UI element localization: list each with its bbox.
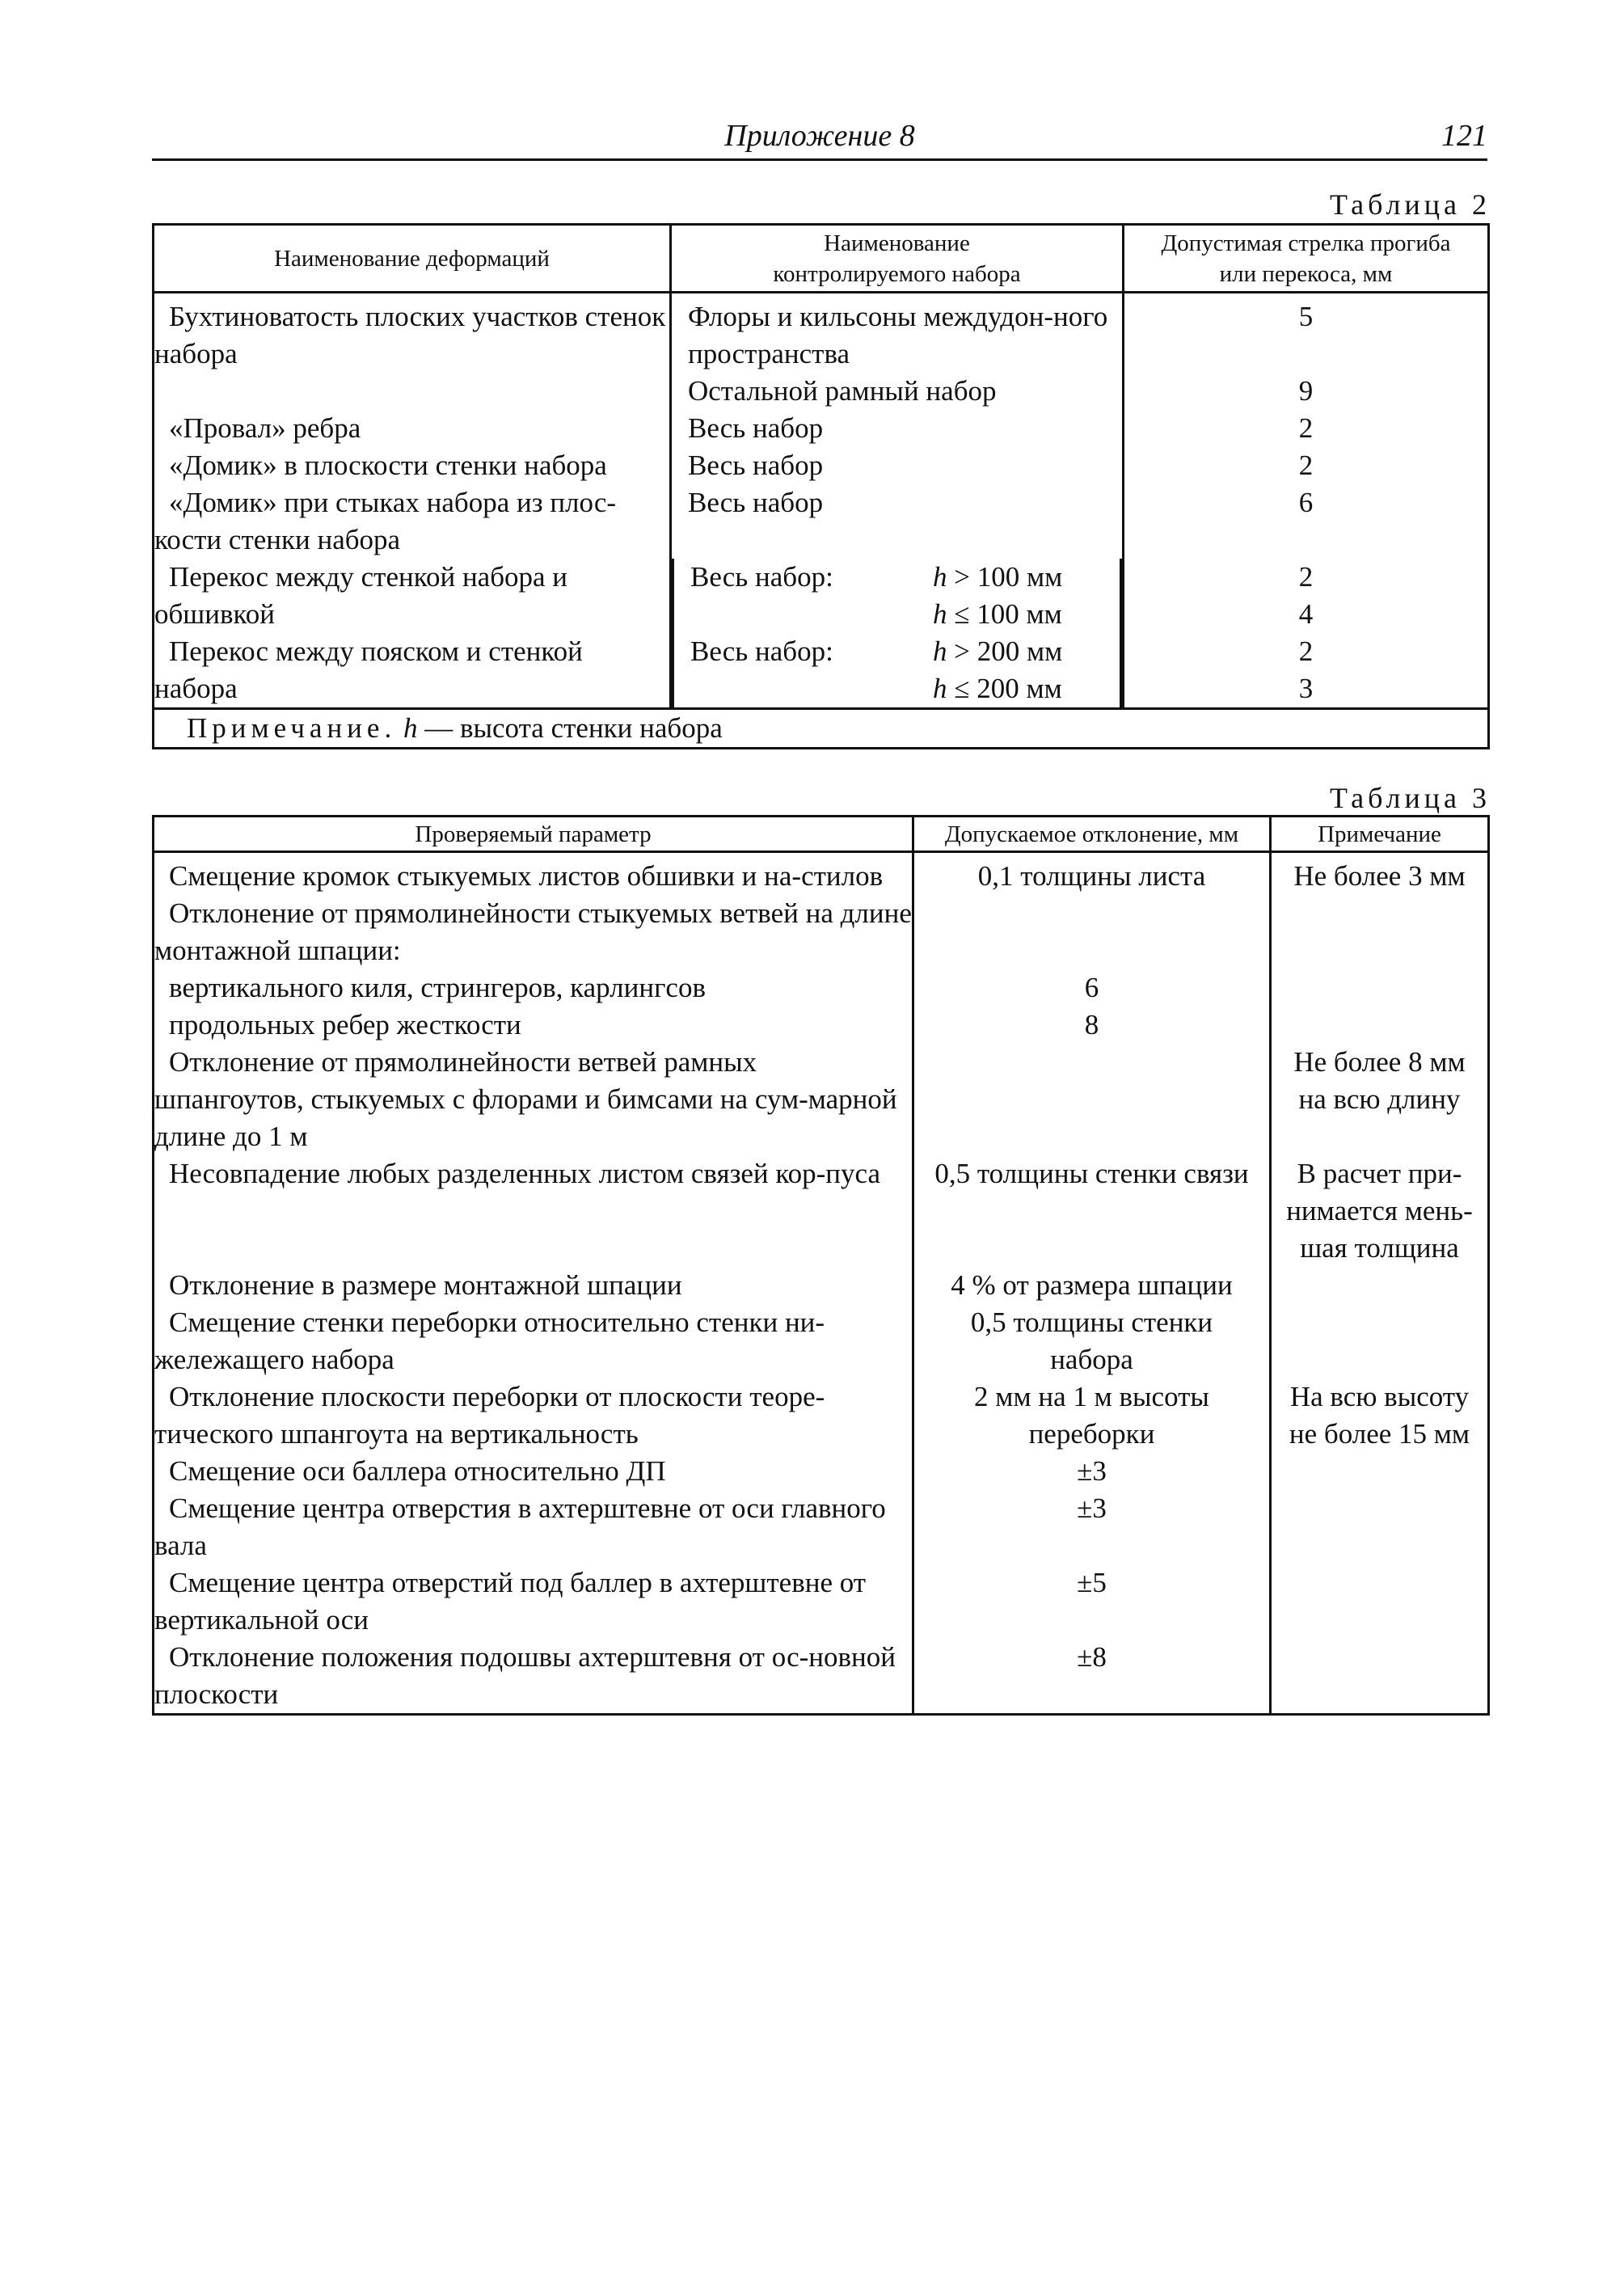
table2-header-set: [671, 225, 1124, 293]
table-row: [154, 1155, 1489, 1267]
table2-note-var: h: [403, 712, 418, 744]
table2-conditions: [933, 633, 1062, 707]
table2-header-tolerance-line2: или перекоса, мм: [1219, 260, 1393, 287]
table2-header-set-line2: контролируемого набора: [773, 260, 1021, 287]
table3-deviation: [913, 895, 1271, 969]
table3-deviation: 6: [913, 969, 1271, 1007]
table3-param: Отклонение плоскости переборки от плоскости теоре-тического шпангоута на вертикальность: [154, 1378, 913, 1453]
table2-value: 4: [1298, 598, 1314, 630]
table2-header-set-line1: Наименование: [824, 230, 970, 256]
table3-param: Отклонение от прямолинейности ветвей рамных шпангоутов, стыкуемых с флорами и бимсами на сум-марной длине до 1 м: [154, 1044, 913, 1155]
table3-param: продольных ребер жесткости: [154, 1007, 913, 1044]
table2-set: Весь набор:: [690, 561, 833, 593]
table-row: [154, 1490, 1489, 1564]
table3-remark: [1271, 1304, 1489, 1378]
table2-deformation: Бухтиноватость плоских участков стенок набора: [154, 293, 671, 411]
table3-deviation: 0,5 толщины стенки набора: [913, 1304, 1271, 1378]
table2-value: 2: [1124, 447, 1489, 484]
table-row: [154, 293, 1489, 411]
table2-condition: h > 200 мм: [933, 635, 1063, 667]
table3-remark: [1271, 969, 1489, 1007]
table2-header-tolerance-line1: Допустимая стрелка прогиба: [1161, 230, 1451, 256]
table2-note-label: Примечание.: [187, 712, 397, 744]
table2-set: Весь набор: [671, 484, 1124, 559]
table2-value: 2: [1124, 410, 1489, 447]
table2-deformation: «Провал» ребра: [154, 410, 671, 447]
table3-param: Смещение оси баллера относительно ДП: [154, 1453, 913, 1490]
table-row: [154, 410, 1489, 447]
table3-remark: Не более 3 мм: [1271, 852, 1489, 896]
table2-header-deformation: Наименование деформаций: [154, 225, 671, 293]
table2-header-tolerance: [1124, 225, 1489, 293]
table-row: [154, 1378, 1489, 1453]
table-row: [154, 1564, 1489, 1639]
table2-deformation: «Домик» в плоскости стенки набора: [154, 447, 671, 484]
table3-remark: [1271, 1639, 1489, 1715]
table2-value: 6: [1124, 484, 1489, 559]
table3-remark: [1271, 1453, 1489, 1490]
table2-value-cell: [1124, 559, 1489, 633]
table3-header-remark: Примечание: [1271, 817, 1489, 852]
table3-param: Смещение кромок стыкуемых листов обшивки и на-стилов: [154, 852, 913, 896]
table3-remark: [1271, 1267, 1489, 1304]
table3-header-deviation: Допускаемое отклонение, мм: [913, 817, 1271, 852]
table2-set: Остальной рамный набор: [688, 375, 997, 407]
table2-value-cell: [1124, 293, 1489, 411]
table-row: [154, 447, 1489, 484]
table2-set-cell: [672, 633, 1122, 707]
table2-conditions: [933, 559, 1062, 633]
table-row: [154, 1453, 1489, 1490]
table-row: [154, 1044, 1489, 1155]
table3-param: вертикального киля, стрингеров, карлингсов: [154, 969, 913, 1007]
table3-remark: [1271, 1007, 1489, 1044]
table3-deviation: 0,5 толщины стенки связи: [913, 1155, 1271, 1267]
table3-header-param: Проверяемый параметр: [154, 817, 913, 852]
table2-note-row: [154, 709, 1489, 749]
table3-param: Отклонение от прямолинейности стыкуемых ветвей на длине монтажной шпации:: [154, 895, 913, 969]
table2-condition: h > 100 мм: [933, 561, 1063, 593]
table3-deviation: [913, 1044, 1271, 1155]
table2-note: [154, 709, 1489, 749]
table3-param: Несовпадение любых разделенных листом связей кор-пуса: [154, 1155, 913, 1267]
table-row: [154, 1304, 1489, 1378]
table2-set-cell: [672, 559, 1122, 633]
table3-remark: [1271, 1564, 1489, 1639]
table2-condition: h ≤ 200 мм: [933, 673, 1062, 704]
table-row: [154, 969, 1489, 1007]
table2-set: Флоры и кильсоны междудон-ного пространства: [688, 301, 1108, 369]
table2-value: 2: [1298, 561, 1314, 593]
table3-remark: В расчет при-нимается мень-шая толщина: [1271, 1155, 1489, 1267]
table2-caption: Таблица 2: [1330, 188, 1491, 221]
table2-value: 2: [1298, 635, 1314, 667]
table-row: [154, 852, 1489, 896]
table2-value: 3: [1298, 673, 1314, 704]
table2-deformation: Перекос между стенкой набора и обшивкой: [154, 559, 671, 633]
running-title: Приложение 8: [724, 119, 915, 153]
table2-set: Весь набор: [671, 410, 1124, 447]
table2-set: Весь набор:: [690, 635, 833, 667]
table2-condition: h ≤ 100 мм: [933, 598, 1062, 630]
table3-remark: На всю высоту не более 15 мм: [1271, 1378, 1489, 1453]
table2-note-text: — высота стенки набора: [417, 712, 723, 744]
header-rule: [152, 158, 1487, 161]
table3-deviation: 4 % от размера шпации: [913, 1267, 1271, 1304]
table-row: [154, 559, 1489, 633]
table3-deviation: ±3: [913, 1453, 1271, 1490]
table3-deviation: ±5: [913, 1564, 1271, 1639]
table2-deformation: Перекос между пояском и стенкой набора: [154, 633, 671, 709]
table-row: [154, 1267, 1489, 1304]
table2-value: 9: [1298, 375, 1314, 407]
table3-param: Отклонение в размере монтажной шпации: [154, 1267, 913, 1304]
table-row: [154, 1639, 1489, 1715]
table3: [152, 815, 1490, 1716]
table2-set-cell: [671, 293, 1124, 411]
table3-deviation: ±3: [913, 1490, 1271, 1564]
page-number: 121: [1441, 119, 1487, 153]
table2-header-row: [154, 225, 1489, 293]
table-row: [154, 1007, 1489, 1044]
table2-value-cell: [1124, 633, 1489, 709]
table-row: [154, 633, 1489, 709]
table3-deviation: 2 мм на 1 м высоты переборки: [913, 1378, 1271, 1453]
table-row: [154, 484, 1489, 559]
table3-caption: Таблица 3: [1330, 782, 1491, 814]
table2-value: 5: [1298, 301, 1314, 332]
table3-remark: Не более 8 мм на всю длину: [1271, 1044, 1489, 1155]
table3-param: Смещение центра отверстий под баллер в ахтерштевне от вертикальной оси: [154, 1564, 913, 1639]
table3-header-row: [154, 817, 1489, 852]
table3-deviation: 0,1 толщины листа: [913, 852, 1271, 896]
table3-deviation: ±8: [913, 1639, 1271, 1715]
table-row: [154, 895, 1489, 969]
table3-remark: [1271, 1490, 1489, 1564]
table2: [152, 223, 1490, 749]
table3-remark: [1271, 895, 1489, 969]
table3-deviation: 8: [913, 1007, 1271, 1044]
table3-param: Отклонение положения подошвы ахтерштевня от ос-новной плоскости: [154, 1639, 913, 1715]
table2-deformation: «Домик» при стыках набора из плос-кости стенки набора: [154, 484, 671, 559]
table3-param: Смещение стенки переборки относительно стенки ни-жележащего набора: [154, 1304, 913, 1378]
table3-param: Смещение центра отверстия в ахтерштевне от оси главного вала: [154, 1490, 913, 1564]
table2-set: Весь набор: [671, 447, 1124, 484]
